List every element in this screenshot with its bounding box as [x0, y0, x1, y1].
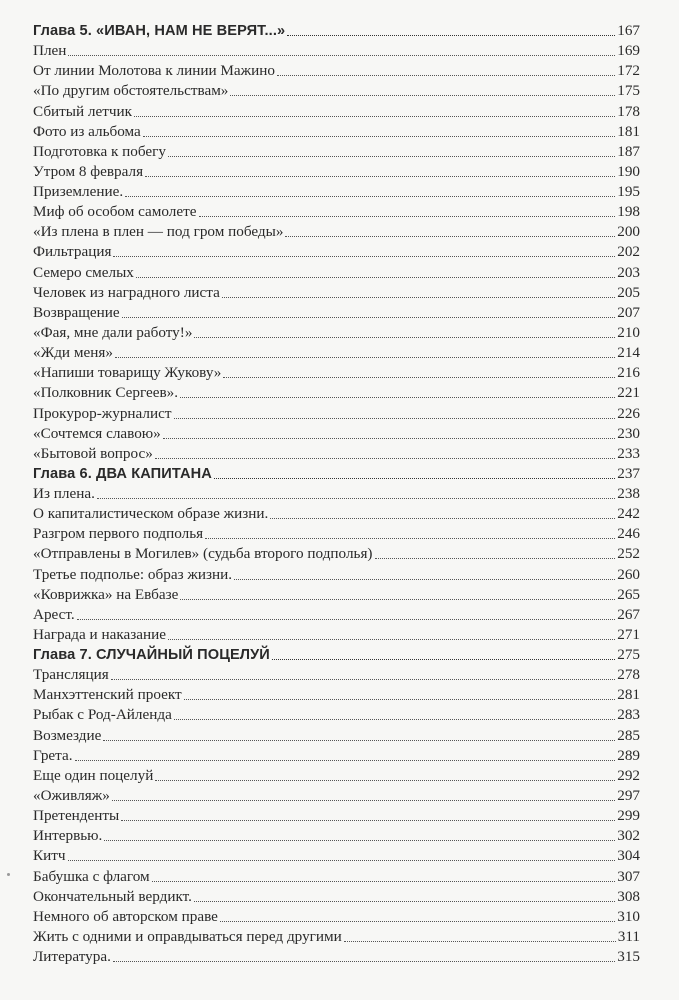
toc-entry: [33, 564, 640, 584]
toc-entry: [33, 101, 640, 121]
dot-leader: [113, 961, 615, 962]
toc-entry: [33, 181, 640, 201]
page-number: 304: [617, 847, 640, 865]
toc-entry: [33, 684, 640, 704]
dot-leader: [68, 860, 616, 861]
toc-entry: [33, 664, 640, 684]
dot-leader: [136, 277, 615, 278]
entry-title: Миф об особом самолете: [33, 203, 197, 221]
entry-title: Третье подполье: образ жизни.: [33, 565, 233, 583]
page-number: 200: [617, 223, 640, 241]
toc-entry: [33, 322, 640, 342]
toc-entry: [33, 704, 640, 724]
toc-entry: [33, 121, 640, 141]
entry-title: Прокурор-журналист: [33, 404, 172, 422]
dot-leader: [168, 156, 615, 157]
entry-title: Подготовка к побегу: [33, 142, 166, 160]
toc-entry: [33, 866, 640, 886]
toc-entry: [33, 161, 640, 181]
page-number: 285: [617, 726, 640, 744]
entry-title: Грета.: [33, 746, 73, 764]
dot-leader: [122, 317, 616, 318]
toc-entry: [33, 745, 640, 765]
dot-leader: [222, 297, 615, 298]
toc-entry: [33, 282, 640, 302]
dot-leader: [220, 921, 615, 922]
page-number: 230: [617, 424, 640, 442]
entry-title: Приземление.: [33, 183, 124, 200]
dot-leader: [174, 418, 616, 419]
dot-leader: [214, 478, 615, 479]
page-number: 237: [617, 464, 640, 482]
toc-entry: [33, 946, 640, 966]
dot-leader: [155, 458, 615, 459]
dot-leader: [375, 558, 616, 559]
dot-leader: [272, 659, 615, 660]
dot-leader: [230, 95, 615, 96]
toc-entry: [33, 40, 640, 60]
entry-title: «Бытовой вопрос»: [33, 444, 153, 462]
page-number: 297: [617, 786, 640, 804]
page-number: 311: [617, 927, 640, 945]
entry-title: О капиталистическом образе жизни.: [33, 505, 269, 523]
page-number: 267: [617, 605, 640, 623]
dot-leader: [134, 116, 615, 117]
page-number: 281: [617, 686, 640, 704]
entry-title: «Из плена в плен — под гром победы»: [33, 223, 284, 241]
page-number: 181: [617, 122, 640, 140]
page-number: 265: [617, 585, 640, 603]
entry-title: «Полковник Сергеев».: [33, 384, 179, 402]
toc-entry: [33, 443, 640, 463]
toc-entry: [33, 543, 640, 563]
entry-title: «Отправлены в Могилев» (судьба второго подполья): [33, 545, 373, 563]
dot-leader: [68, 55, 615, 56]
entry-title: Плен: [33, 42, 67, 60]
page-number: 242: [617, 505, 640, 523]
entry-title: Китч: [33, 847, 66, 865]
dot-leader: [111, 679, 616, 680]
chapter-title: Глава 6. ДВА КАПИТАНА: [33, 465, 212, 482]
toc-entry: [33, 906, 640, 926]
toc-entry: [33, 584, 640, 604]
entry-title: Окончательный вердикт.: [33, 887, 192, 905]
dot-leader: [113, 256, 615, 257]
dot-leader: [205, 538, 615, 539]
entry-title: Литература.: [33, 948, 111, 965]
entry-title: Семеро смелых: [33, 263, 134, 281]
toc-entry: [33, 60, 640, 80]
toc-entry: [33, 382, 640, 402]
dot-leader: [287, 35, 615, 36]
toc-entry: [33, 825, 640, 845]
chapter-entry: [33, 644, 640, 664]
dot-leader: [163, 438, 615, 439]
chapter-entry: [33, 463, 640, 483]
dot-leader: [184, 699, 616, 700]
toc-entry: [33, 503, 640, 523]
toc-entry: [33, 302, 640, 322]
dot-leader: [103, 740, 615, 741]
dot-leader: [121, 820, 615, 821]
page-number: 315: [617, 948, 640, 965]
toc-entry: [33, 221, 640, 241]
page-number: 289: [617, 746, 640, 764]
entry-title: Награда и наказание: [33, 625, 166, 643]
entry-title: Возвращение: [33, 303, 120, 321]
page-number: 275: [617, 646, 640, 663]
chapter-title: Глава 7. СЛУЧАЙНЫЙ ПОЦЕЛУЙ: [33, 647, 270, 663]
entry-title: Еще один поцелуй: [33, 766, 154, 784]
dot-leader: [75, 760, 616, 761]
toc-entry: [33, 523, 640, 543]
entry-title: Арест.: [33, 605, 75, 623]
dot-leader: [125, 196, 615, 197]
dot-leader: [285, 236, 615, 237]
entry-title: От линии Молотова к линии Мажино: [33, 62, 275, 80]
dot-leader: [143, 136, 615, 137]
toc-entry: [33, 483, 640, 503]
entry-title: Рыбак с Род-Айленда: [33, 706, 172, 724]
chapter-entry: [33, 20, 640, 40]
page-number: 292: [617, 766, 640, 784]
entry-title: Разгром первого подполья: [33, 525, 204, 543]
dot-leader: [223, 377, 615, 378]
toc-entry: [33, 80, 640, 100]
entry-title: Немного об авторском праве: [33, 907, 218, 925]
toc-entry: [33, 785, 640, 805]
toc-entry: [33, 362, 640, 382]
page-number: 169: [617, 42, 640, 60]
toc-entry: [33, 845, 640, 865]
page-number: 283: [617, 706, 640, 724]
page-number: 172: [617, 62, 640, 80]
dot-leader: [277, 75, 615, 76]
toc-entry: [33, 725, 640, 745]
page-number: 278: [617, 666, 640, 684]
dot-leader: [194, 337, 615, 338]
dot-leader: [180, 397, 615, 398]
toc-entry: [33, 805, 640, 825]
page-number: 307: [617, 867, 640, 885]
dot-leader: [180, 599, 615, 600]
dot-leader: [344, 941, 616, 942]
page-number: 308: [617, 887, 640, 905]
entry-title: Трансляция: [33, 666, 109, 684]
entry-title: Фото из альбома: [33, 122, 141, 140]
dot-leader: [234, 579, 615, 580]
page-number: 238: [617, 485, 640, 502]
page-number: 210: [617, 323, 640, 341]
dot-leader: [168, 639, 615, 640]
entry-title: Претенденты: [33, 807, 120, 825]
dot-leader: [112, 800, 615, 801]
entry-title: Манхэттенский проект: [33, 686, 182, 704]
dot-leader: [97, 498, 615, 499]
dot-leader: [115, 357, 615, 358]
dot-leader: [77, 619, 616, 620]
page-number: 299: [617, 807, 640, 825]
page-number: 167: [617, 22, 640, 39]
entry-title: Жить с одними и оправдываться перед другими: [33, 927, 342, 945]
page-number: 198: [617, 203, 640, 221]
page-number: 221: [617, 384, 640, 402]
toc-entry: [33, 262, 640, 282]
page-number: 205: [617, 283, 640, 301]
entry-title: Сбитый летчик: [33, 102, 133, 120]
page-number: 178: [617, 102, 640, 120]
entry-title: Утром 8 февраля: [33, 162, 144, 180]
toc-entry: [33, 241, 640, 261]
dot-leader: [270, 518, 615, 519]
page-number: 233: [617, 444, 640, 462]
toc-entry: [33, 342, 640, 362]
page-number: 226: [617, 404, 640, 422]
toc-entry: [33, 604, 640, 624]
entry-title: «Коврижка» на Евбазе: [33, 585, 179, 603]
page-number: 203: [617, 263, 640, 281]
page-number: 271: [617, 625, 640, 643]
entry-title: Из плена.: [33, 485, 95, 502]
entry-title: «Сочтемся славою»: [33, 424, 161, 442]
page-number: 302: [617, 827, 640, 845]
page-number: 252: [617, 545, 640, 563]
entry-title: «Напиши товарищу Жукову»: [33, 364, 222, 382]
toc-entry: [33, 765, 640, 785]
page-number: 190: [617, 162, 640, 180]
dot-leader: [104, 840, 615, 841]
dot-leader: [155, 780, 615, 781]
entry-title: «По другим обстоятельствам»: [33, 82, 229, 100]
page-number: 195: [617, 183, 640, 200]
dot-leader: [199, 216, 616, 217]
entry-title: «Жди меня»: [33, 344, 113, 362]
entry-title: Фильтрация: [33, 243, 112, 261]
entry-title: Интервью.: [33, 827, 103, 845]
dot-leader: [194, 901, 615, 902]
page-number: 214: [617, 344, 640, 362]
dot-leader: [174, 719, 615, 720]
entry-title: Человек из наградного листа: [33, 283, 220, 301]
page-number: 207: [617, 303, 640, 321]
entry-title: «Оживляж»: [33, 786, 110, 804]
page-number: 216: [617, 364, 640, 382]
dot-leader: [145, 176, 615, 177]
chapter-title: Глава 5. «ИВАН, НАМ НЕ ВЕРЯТ...»: [33, 23, 286, 39]
toc-entry: [33, 403, 640, 423]
page-number: 187: [617, 142, 640, 160]
page-number: 310: [617, 907, 640, 925]
toc-entry: [33, 886, 640, 906]
toc-entry: [33, 141, 640, 161]
toc-entry: [33, 423, 640, 443]
toc-entry: [33, 926, 640, 946]
toc-entry: [33, 624, 640, 644]
toc-entry: [33, 201, 640, 221]
page-number: 202: [617, 243, 640, 261]
entry-title: Возмездие: [33, 726, 102, 744]
entry-title: Бабушка с флагом: [33, 867, 150, 885]
dot-leader: [152, 881, 616, 882]
entry-title: «Фая, мне дали работу!»: [33, 323, 193, 341]
page-number: 175: [617, 82, 640, 100]
page-number: 260: [617, 565, 640, 583]
page-number: 246: [617, 525, 640, 543]
margin-dot: [7, 873, 10, 876]
